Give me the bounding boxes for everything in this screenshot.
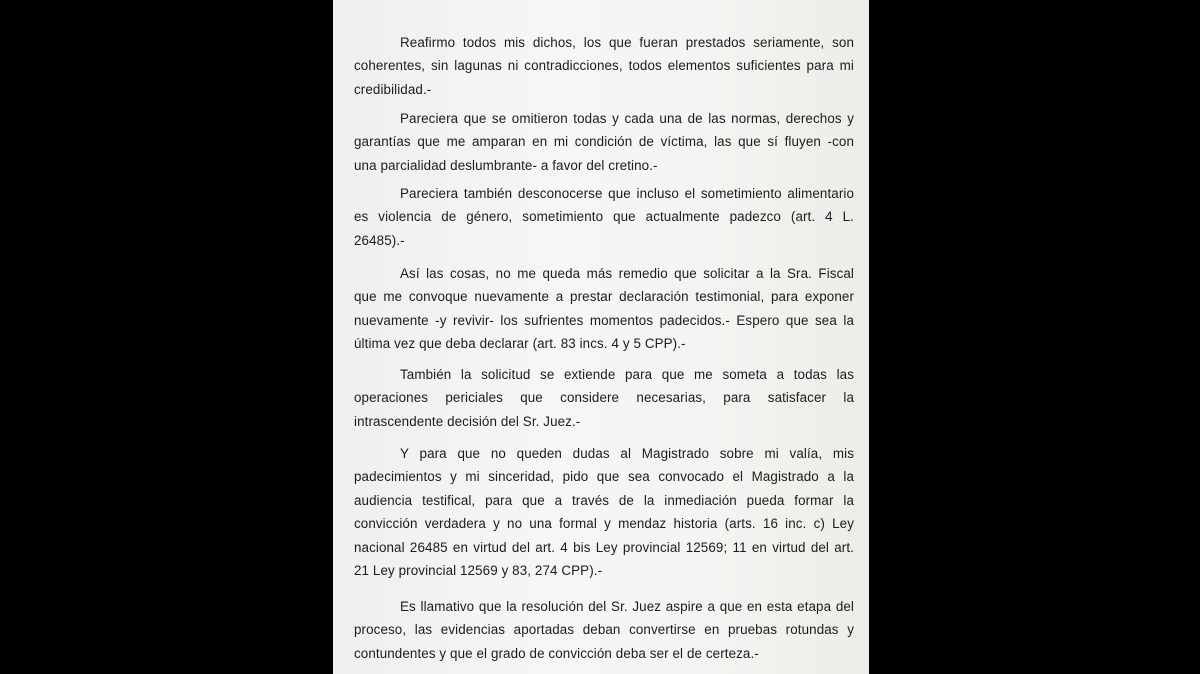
- paragraph-reafirmo: [354, 31, 854, 101]
- text-line: 21 Ley provincial 12569 y 83, 274 CPP).-: [354, 563, 603, 579]
- text-line: También la solicitud se extiende para que me someta a todas las: [400, 367, 854, 382]
- paragraph-es-llamativo: [354, 595, 854, 665]
- paragraph-asi-las-cosas: [354, 262, 854, 356]
- text-line: última vez que deba declarar (art. 83 incs. 4 y 5 CPP).-: [354, 336, 686, 352]
- text-line: nuevamente -y revivir- los sufrientes momentos padecidos.- Espero que sea la: [354, 312, 854, 328]
- text-line: Así las cosas, no me queda más remedio que solicitar a la Sra. Fiscal: [400, 266, 854, 281]
- text-line: audiencia testifical, para que a través de la inmediación pueda formar la: [354, 492, 854, 508]
- text-line: garantías que me amparan en mi condición de víctima, las que sí fluyen -con: [354, 134, 854, 150]
- text-line: Pareciera también desconocerse que incluso el sometimiento alimentario: [400, 186, 854, 201]
- text-line: contundentes y que el grado de convicción deba ser el de certeza.-: [354, 645, 759, 661]
- text-line: Es llamativo que la resolución del Sr. Juez aspire a que en esta etapa del: [400, 599, 854, 614]
- text-line: convicción verdadera y no una formal y mendaz historia (arts. 16 inc. c) Ley: [354, 516, 854, 532]
- paragraph-pareciera-tambien: [354, 182, 854, 252]
- text-line: Reafirmo todos mis dichos, los que fueran prestados seriamente, son: [400, 35, 854, 50]
- text-line: Pareciera que se omitieron todas y cada una de las normas, derechos y: [400, 111, 854, 126]
- paragraph-pareciera-omitieron: [354, 107, 854, 177]
- text-line: que me convoque nuevamente a prestar declaración testimonial, para exponer: [354, 289, 854, 305]
- text-line: padecimientos y mi sinceridad, pido que sea convocado el Magistrado a la: [354, 469, 854, 485]
- text-line: 26485).-: [354, 232, 405, 248]
- text-line: operaciones periciales que considere necesarias, para satisfacer la: [354, 390, 854, 406]
- text-line: coherentes, sin lagunas ni contradicciones, todos elementos suficientes para mi: [354, 58, 854, 74]
- text-line: Y para que no queden dudas al Magistrado sobre mi valía, mis: [400, 446, 854, 461]
- text-line: credibilidad.-: [354, 81, 432, 97]
- text-line: proceso, las evidencias aportadas deban convertirse en pruebas rotundas y: [354, 622, 854, 638]
- scanned-document-page: [333, 0, 869, 674]
- text-line: es violencia de género, sometimiento que actualmente padezco (art. 4 L.: [354, 209, 854, 225]
- paragraph-tambien-solicitud: [354, 363, 854, 433]
- text-line: intrascendente decisión del Sr. Juez.-: [354, 413, 581, 429]
- paragraph-magistrado: [354, 442, 854, 582]
- text-line: nacional 26485 en virtud del art. 4 bis Ley provincial 12569; 11 en virtud del art.: [354, 539, 854, 555]
- text-line: una parcialidad deslumbrante- a favor del cretino.-: [354, 157, 658, 173]
